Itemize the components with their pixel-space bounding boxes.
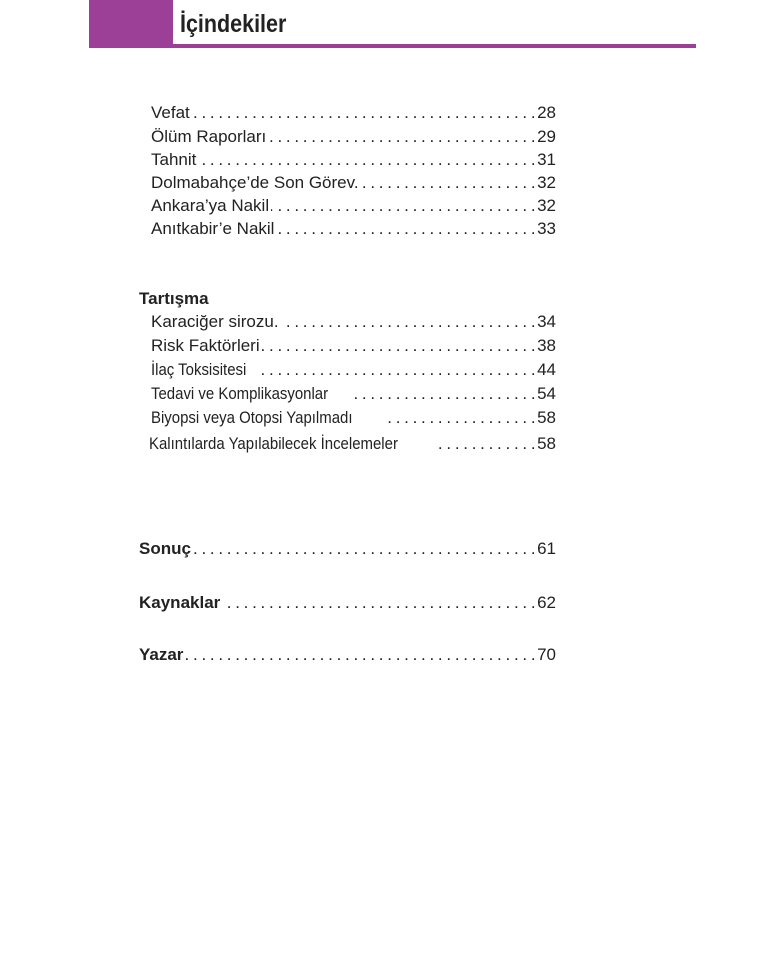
toc-entry-page: 33 bbox=[537, 219, 556, 238]
toc-entry[interactable] bbox=[149, 434, 556, 454]
toc-leader-dots bbox=[434, 434, 535, 454]
toc-entry-page: 29 bbox=[537, 127, 556, 146]
toc-entry[interactable] bbox=[151, 312, 556, 332]
toc-entry-label: İlaç Toksisitesi bbox=[151, 360, 247, 379]
toc-entry-label: Vefat bbox=[151, 103, 190, 122]
toc-entry-label: Ankara’ya Nakil bbox=[151, 196, 270, 215]
toc-entry[interactable] bbox=[151, 360, 556, 380]
toc-entry-page: 32 bbox=[537, 173, 556, 192]
toc-entry-page: 28 bbox=[537, 103, 556, 122]
toc-leader-dots bbox=[271, 196, 535, 216]
toc-entry-main[interactable] bbox=[139, 645, 556, 665]
toc-leader-dots bbox=[193, 539, 535, 559]
toc-entry-label: Dolmabahçe’de Son Görev. bbox=[151, 173, 359, 192]
toc-entry-label: Kalıntılarda Yapılabilecek İncelemeler bbox=[149, 434, 398, 453]
toc-leader-dots bbox=[382, 408, 535, 428]
toc-entry[interactable] bbox=[151, 384, 556, 404]
toc-leader-dots bbox=[192, 103, 535, 123]
toc-entry-label: Anıtkabir’e Nakil bbox=[151, 219, 275, 238]
toc-entry-page: 44 bbox=[537, 360, 556, 379]
toc-entry[interactable] bbox=[151, 219, 556, 239]
toc-entry-page: 62 bbox=[537, 593, 556, 612]
toc-entry-label: Risk Faktörleri bbox=[151, 336, 260, 355]
toc-entry[interactable] bbox=[151, 408, 556, 428]
toc-entry[interactable] bbox=[151, 336, 556, 356]
toc-entry-page: 70 bbox=[537, 645, 556, 664]
toc-entry-label: Kaynaklar bbox=[139, 593, 221, 612]
toc-entry-page: 58 bbox=[537, 434, 556, 453]
toc-leader-dots bbox=[361, 173, 536, 193]
toc-entry-label: Yazar bbox=[139, 645, 184, 664]
toc-entry-label: Tedavi ve Komplikasyonlar bbox=[151, 384, 329, 403]
toc-entry-label: Tahnit bbox=[151, 150, 197, 169]
header-rule bbox=[89, 44, 696, 48]
toc-entry[interactable] bbox=[151, 196, 556, 216]
toc-entry-page: 58 bbox=[537, 408, 556, 427]
toc-leader-dots bbox=[276, 219, 535, 239]
toc-entry-label: Biyopsi veya Otopsi Yapılmadı bbox=[151, 408, 353, 427]
toc-entry-page: 32 bbox=[537, 196, 556, 215]
toc-leader-dots bbox=[198, 150, 535, 170]
toc-entry-main[interactable] bbox=[139, 593, 556, 613]
header-accent-block bbox=[89, 0, 173, 47]
toc-entry[interactable] bbox=[151, 173, 556, 193]
toc-entry-label: Sonuç bbox=[139, 539, 191, 558]
toc-leader-dots bbox=[222, 593, 535, 613]
toc-entry-page: 54 bbox=[537, 384, 556, 403]
page-title: İçindekiler bbox=[180, 10, 287, 38]
toc-entry-label: Ölüm Raporları bbox=[151, 127, 267, 146]
toc-entry-page: 38 bbox=[537, 336, 556, 355]
toc-entry-page: 34 bbox=[537, 312, 556, 331]
toc-entry-page: 61 bbox=[537, 539, 556, 558]
toc-entry[interactable] bbox=[151, 127, 556, 147]
toc-leader-dots bbox=[354, 384, 535, 404]
toc-leader-dots bbox=[281, 312, 536, 332]
toc-entry-page: 31 bbox=[537, 150, 556, 169]
toc-leader-dots bbox=[261, 360, 535, 380]
toc-leader-dots bbox=[262, 336, 535, 356]
toc-leader-dots bbox=[185, 645, 535, 665]
toc-entry[interactable] bbox=[151, 150, 556, 170]
section-heading: Tartışma bbox=[139, 289, 209, 308]
toc-entry[interactable] bbox=[151, 103, 556, 123]
toc-entry-label: Karaciğer sirozu. bbox=[151, 312, 279, 331]
toc-leader-dots bbox=[268, 127, 535, 147]
toc-entry-main[interactable] bbox=[139, 539, 556, 559]
